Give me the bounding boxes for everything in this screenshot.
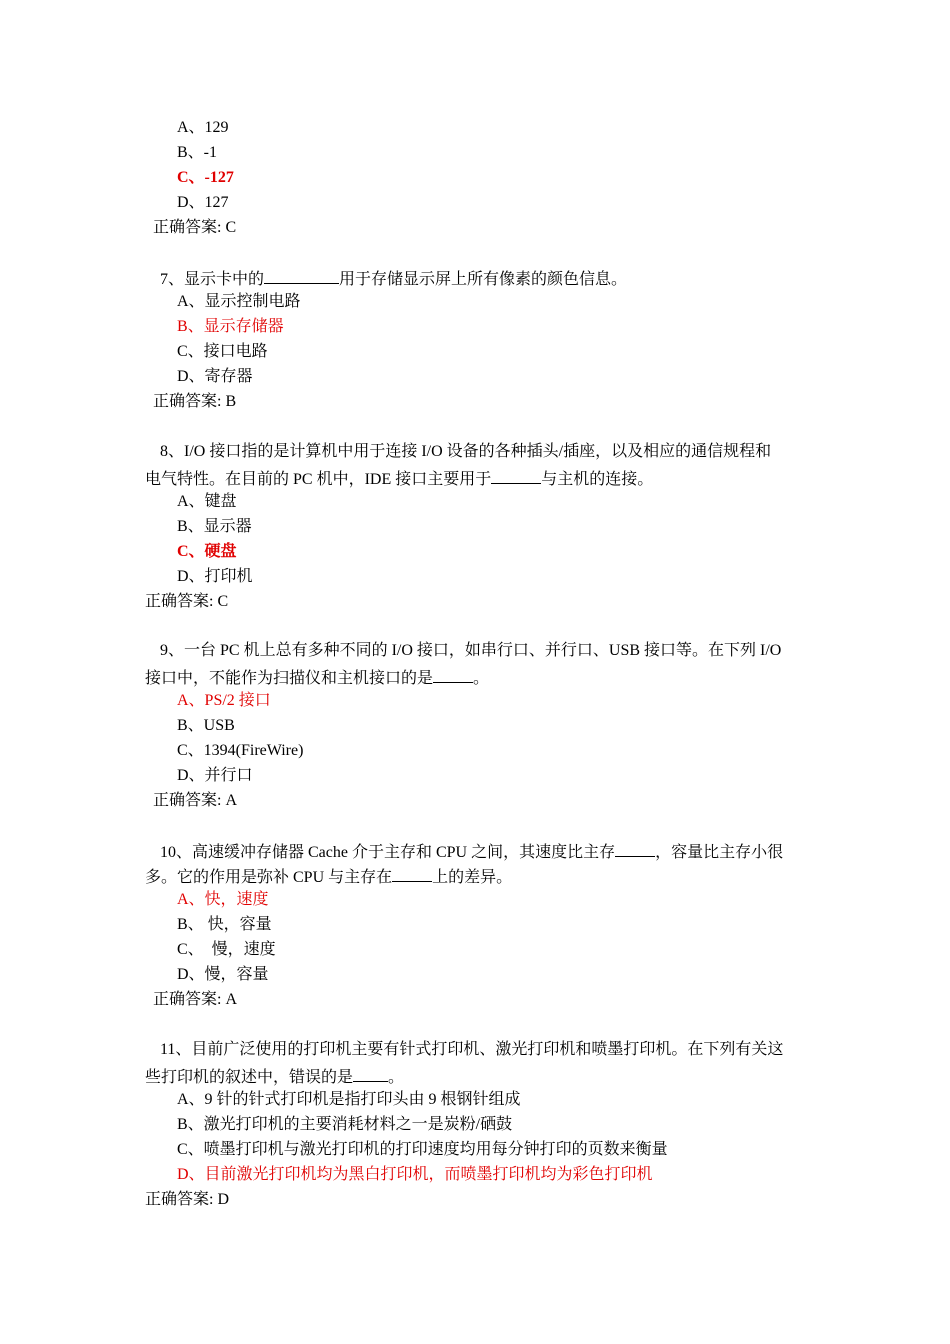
q9-blank bbox=[433, 666, 473, 683]
q9-answer: 正确答案: A bbox=[153, 792, 238, 809]
q9-option-b: B、USB bbox=[177, 717, 235, 734]
q8-option-c-correct: C、硬盘 bbox=[177, 543, 237, 560]
q8-stem-line1: 8、I/O 接口指的是计算机中用于连接 I/O 设备的各种插头/插座，以及相应的通信规程和 bbox=[160, 443, 772, 460]
q11-option-b: B、激光打印机的主要消耗材料之一是炭粉/硒鼓 bbox=[177, 1116, 513, 1133]
q9-stem-line2 bbox=[145, 666, 489, 688]
q9-stem-line2-part1: 接口中，不能作为扫描仪和主机接口的是 bbox=[145, 670, 434, 687]
q10-stem-line2-part2: 上的差异。 bbox=[432, 869, 513, 886]
q7-option-b-correct: B、显示存储器 bbox=[177, 318, 284, 335]
q10-stem-line2 bbox=[145, 865, 512, 887]
q11-stem-line2-part1: 些打印机的叙述中，错误的是 bbox=[145, 1069, 354, 1086]
q9-stem-line2-part2: 。 bbox=[473, 670, 490, 687]
q7-stem bbox=[160, 267, 627, 289]
q10-blank-1 bbox=[615, 840, 655, 857]
q10-answer: 正确答案: A bbox=[153, 991, 238, 1008]
q7-option-c: C、接口电路 bbox=[177, 343, 268, 360]
q10-option-a-correct: A、快，速度 bbox=[177, 891, 269, 908]
q11-option-c: C、喷墨打印机与激光打印机的打印速度均用每分钟打印的页数来衡量 bbox=[177, 1141, 668, 1158]
q11-stem-line1: 11、目前广泛使用的打印机主要有针式打印机、激光打印机和喷墨打印机。在下列有关这 bbox=[160, 1041, 784, 1058]
q7-option-d: D、寄存器 bbox=[177, 368, 253, 385]
q8-answer: 正确答案: C bbox=[145, 593, 229, 610]
q11-blank bbox=[353, 1065, 388, 1082]
q11-stem-line2-part2: 。 bbox=[388, 1069, 405, 1086]
q9-option-d: D、并行口 bbox=[177, 767, 253, 784]
q10-option-b: B、 快，容量 bbox=[177, 916, 272, 933]
q8-stem-line2-part2: 与主机的连接。 bbox=[541, 471, 654, 488]
q8-blank bbox=[491, 467, 541, 484]
q11-option-d-correct: D、目前激光打印机均为黑白打印机，而喷墨打印机均为彩色打印机 bbox=[177, 1166, 653, 1183]
q8-option-d: D、打印机 bbox=[177, 568, 253, 585]
q10-blank-2 bbox=[392, 865, 432, 882]
q8-option-a: A、键盘 bbox=[177, 493, 237, 510]
q10-stem-line1-part2: ，容量比主存小很 bbox=[655, 844, 784, 861]
q6-answer: 正确答案: C bbox=[153, 219, 237, 236]
q6-option-a: A、129 bbox=[177, 119, 229, 136]
q6-option-c-correct: C、-127 bbox=[177, 169, 234, 186]
q9-option-a-correct: A、PS/2 接口 bbox=[177, 692, 271, 709]
q6-option-b: B、-1 bbox=[177, 144, 218, 161]
q10-stem-line1 bbox=[160, 840, 783, 862]
q10-option-d: D、慢，容量 bbox=[177, 966, 269, 983]
q10-option-c: C、 慢，速度 bbox=[177, 941, 276, 958]
q11-answer: 正确答案: D bbox=[145, 1191, 230, 1208]
q11-stem-line2 bbox=[145, 1065, 404, 1087]
q9-stem-line1: 9、一台 PC 机上总有多种不同的 I/O 接口，如串行口、并行口、USB 接口等。在下列 I/O bbox=[160, 642, 782, 659]
q7-stem-part2: 用于存储显示屏上所有像素的颜色信息。 bbox=[339, 271, 628, 288]
q8-option-b: B、显示器 bbox=[177, 518, 252, 535]
q7-stem-part1: 7、显示卡中的 bbox=[160, 271, 265, 288]
q11-option-a: A、9 针的针式打印机是指打印头由 9 根钢针组成 bbox=[177, 1091, 521, 1108]
q8-stem-line2 bbox=[145, 467, 653, 489]
q10-stem-line2-part1: 多。它的作用是弥补 CPU 与主存在 bbox=[145, 869, 393, 886]
q8-stem-line2-part1: 电气特性。在目前的 PC 机中，IDE 接口主要用于 bbox=[145, 471, 492, 488]
q7-answer: 正确答案: B bbox=[153, 393, 237, 410]
q9-option-c: C、1394(FireWire) bbox=[177, 742, 304, 759]
q6-option-d: D、127 bbox=[177, 194, 229, 211]
q10-stem-line1-part1: 10、高速缓冲存储器 Cache 介于主存和 CPU 之间，其速度比主存 bbox=[160, 844, 616, 861]
q7-blank bbox=[264, 267, 339, 284]
q7-option-a: A、显示控制电路 bbox=[177, 293, 301, 310]
